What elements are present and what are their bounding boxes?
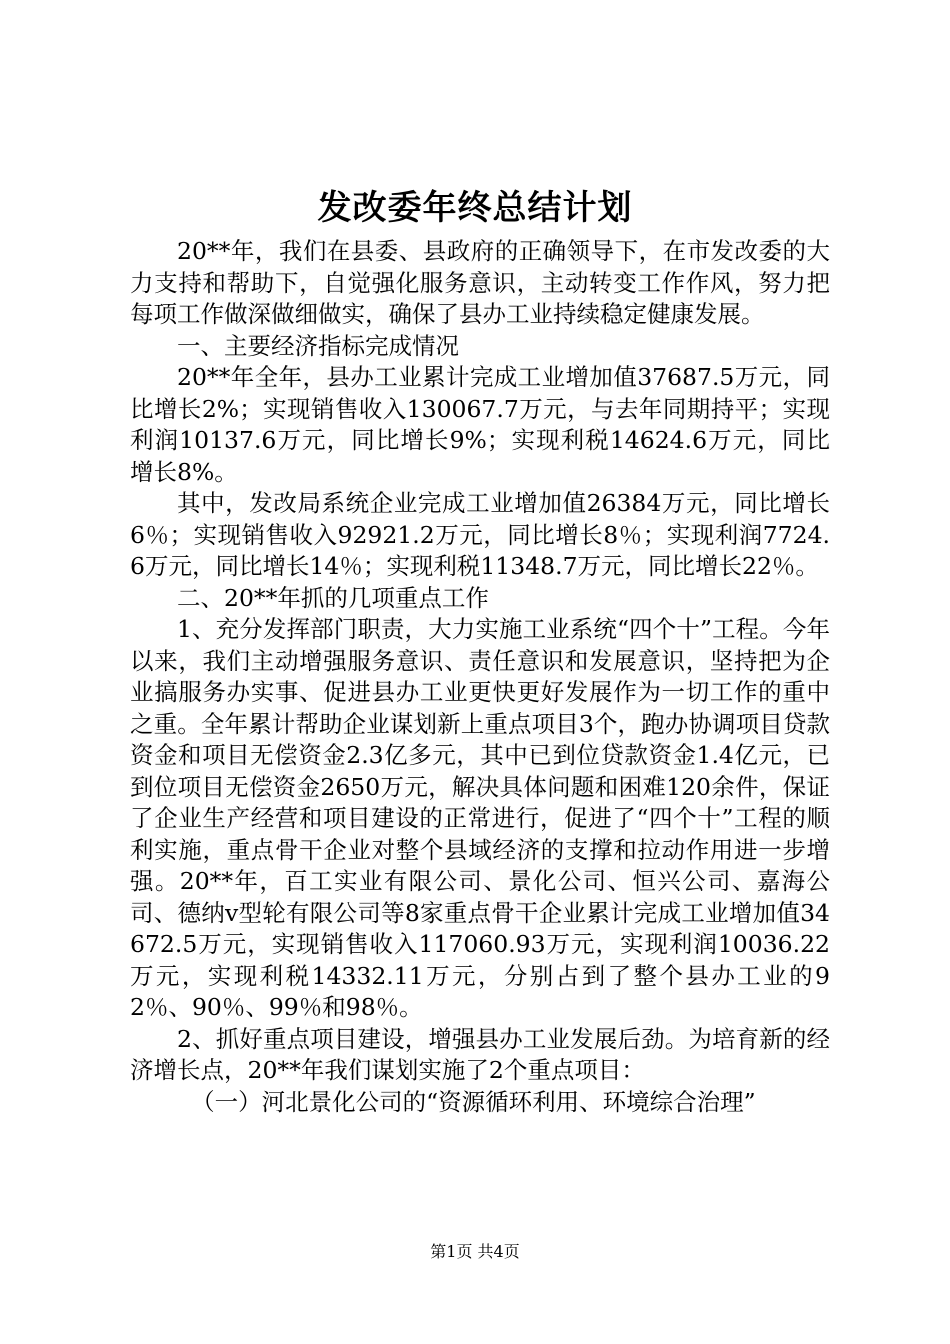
section-heading-2: 二、20**年抓的几项重点工作 — [177, 583, 489, 612]
paragraph-system-enterprises: 其中，发改局系统企业完成工业增加值26384万元，同比增长6％；实现销售收入92921.2万元，同比增长8％；实现利润7724.6万元，同比增长14％；实现利税11348.7万元，同比增长22％。 — [130, 489, 830, 580]
paragraph-subitem-1: （一）河北景化公司的“资源循环利用、环境综合治理” — [191, 1087, 756, 1116]
page-footer: 第1页 共4页 — [430, 1242, 520, 1261]
paragraph-intro: 20**年，我们在县委、县政府的正确领导下，在市发改委的大力支持和帮助下，自觉强化服务意识，主动转变工作作风，努力把每项工作做深做细做实，确保了县办工业持续稳定健康发展。 — [130, 237, 830, 328]
paragraph-item-2: 2、抓好重点项目建设，增强县办工业发展后劲。为培育新的经济增长点，20**年我们谋划实施了2个重点项目： — [130, 1024, 830, 1084]
paragraph-item-1: 1、充分发挥部门职责，大力实施工业系统“四个十”工程。今年以来，我们主动增强服务意识、责任意识和发展意识，坚持把为企业搞服务办实事、促进县办工业更快更好发展作为一切工作的重中之重。全年累计帮助企业谋划新上重点项目3个，跑办协调项目贷款资金和项目无偿资金2.3亿多元，其中已到位贷款资金1.4亿元，已到位项目无偿资金2650万元，解决具体问题和困难120余件，保证了企业生产经营和项目建设的正常进行，促进了“四个十”工程的顺利实施，重点骨干企业对整个县域经济的支撑和拉动作用进一步增强。20**年，百工实业有限公司、景化公司、恒兴公司、嘉海公司、德纳v型轮有限公司等8家重点骨干企业累计完成工业增加值34672.5万元，实现销售收入117060.93万元，实现利润10036.22万元，实现利税14332.11万元，分别占到了整个县办工业的92％、90％、99％和98％。 — [130, 615, 830, 1021]
document-title: 发改委年终总结计划 — [317, 188, 633, 228]
document-body — [130, 236, 830, 1118]
paragraph-indicators: 20**年全年，县办工业累计完成工业增加值37687.5万元，同比增长2%；实现销售收入130067.7万元，与去年同期持平；实现利润10137.6万元，同比增长9%；实现利税14624.6万元，同比增长8%。 — [130, 363, 830, 486]
section-heading-1: 一、主要经济指标完成情况 — [177, 331, 459, 360]
